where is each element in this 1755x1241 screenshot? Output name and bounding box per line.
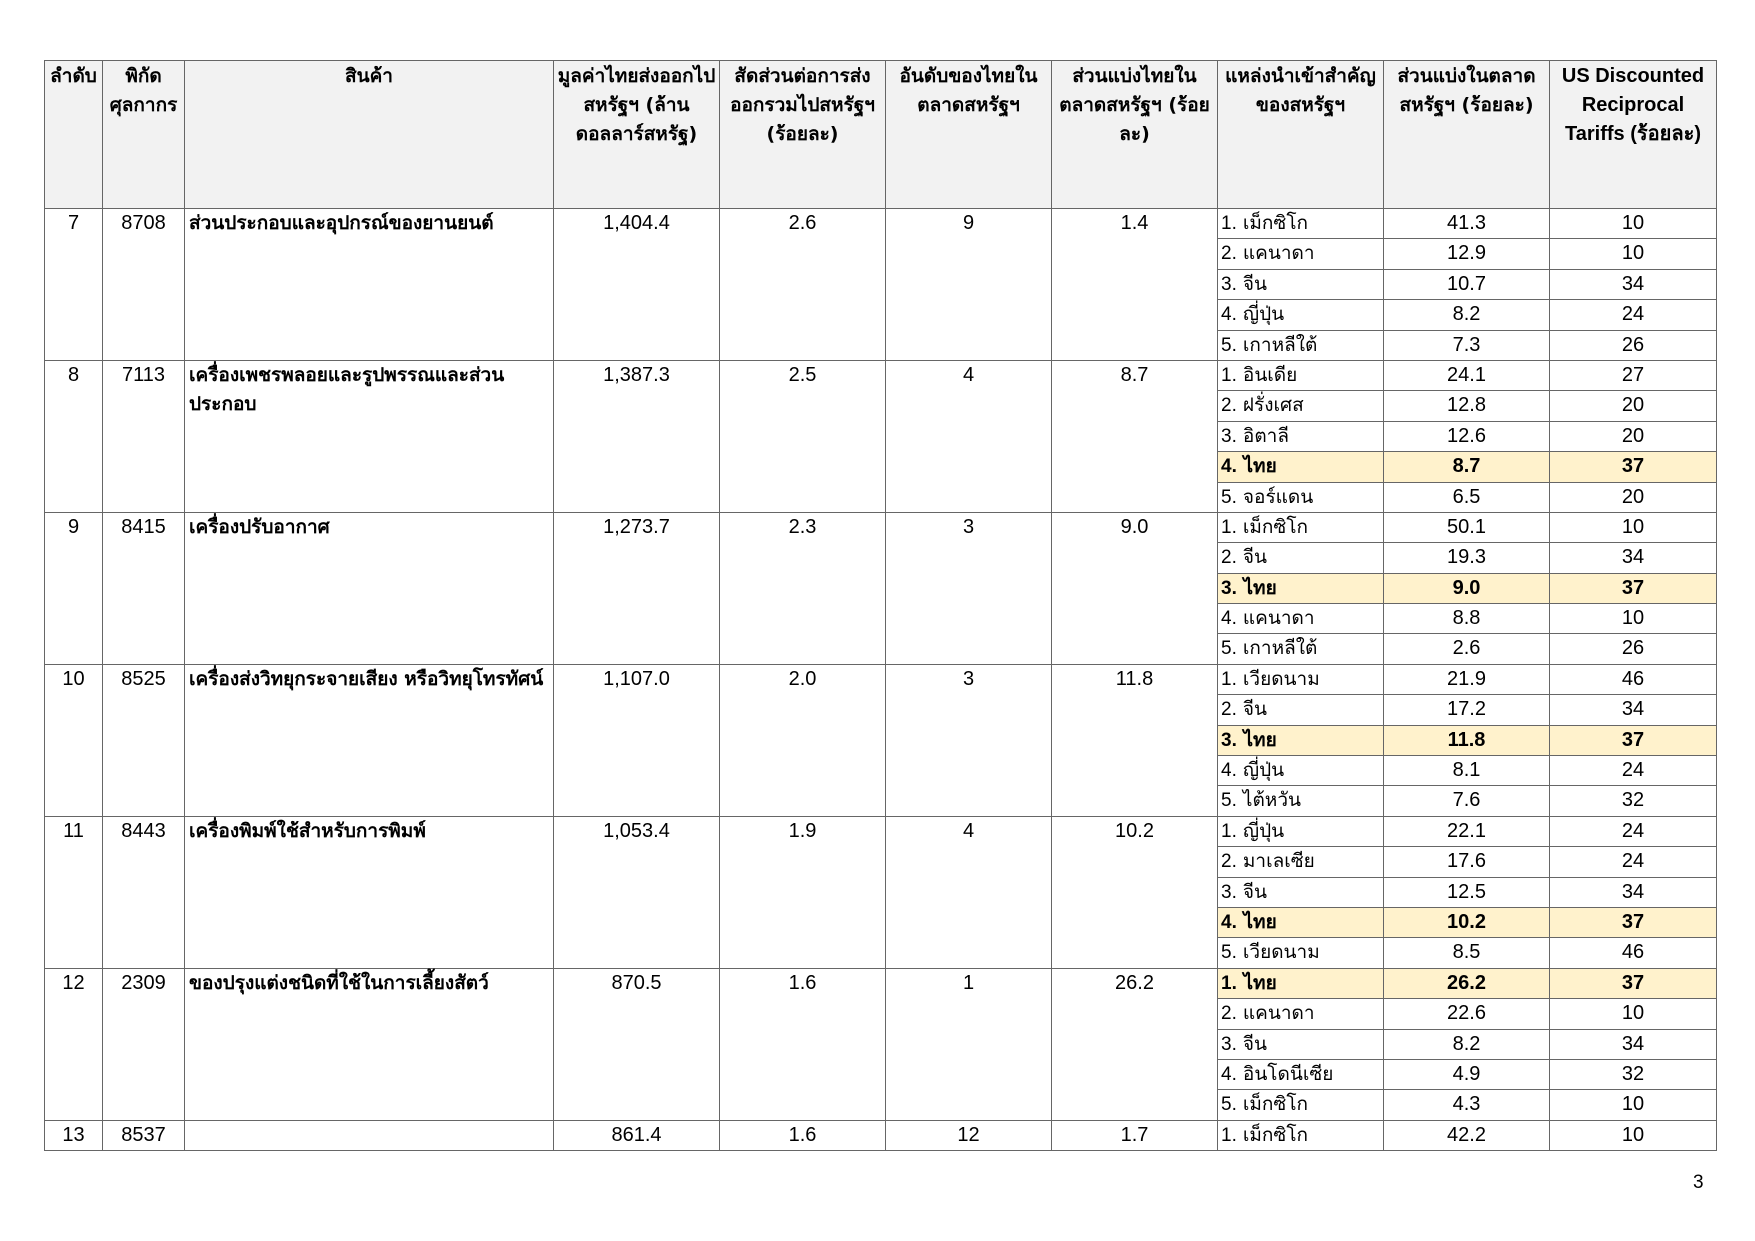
table-row: [45, 1120, 1717, 1150]
import-source: [1218, 725, 1384, 755]
share-total: 1.6: [720, 1120, 886, 1150]
import-source: [1218, 968, 1384, 998]
thai-share: 1.4: [1052, 209, 1218, 361]
source-index: 2.: [1221, 699, 1237, 721]
export-value: 870.5: [554, 968, 720, 1120]
source-country: เวียดนาม: [1242, 667, 1320, 690]
thai-share: 8.7: [1052, 360, 1218, 512]
header-share-total: สัดส่วนต่อการส่งออกรวมไปสหรัฐฯ (ร้อยละ): [720, 61, 886, 209]
source-tariff: 10: [1550, 512, 1717, 542]
import-source: [1218, 938, 1384, 968]
source-share: 2.6: [1384, 634, 1550, 664]
source-share: 11.8: [1384, 725, 1550, 755]
source-share: 24.1: [1384, 360, 1550, 390]
source-index: 4.: [1221, 608, 1237, 630]
source-country: แคนาดา: [1242, 1002, 1315, 1025]
source-tariff: 37: [1550, 573, 1717, 603]
hs-code: 8525: [103, 664, 185, 816]
share-total: 2.5: [720, 360, 886, 512]
thai-rank: 4: [886, 360, 1052, 512]
source-index: 1.: [1221, 668, 1237, 690]
source-country: จีน: [1242, 546, 1268, 569]
source-tariff: 10: [1550, 209, 1717, 239]
source-country: เกาหลีใต้: [1242, 333, 1318, 356]
page-number: 3: [1693, 1172, 1704, 1193]
source-index: 1.: [1221, 1124, 1237, 1146]
source-tariff: 37: [1550, 968, 1717, 998]
import-source: [1218, 1120, 1384, 1150]
source-index: 1.: [1221, 516, 1237, 538]
hs-code: 2309: [103, 968, 185, 1120]
product-name: [185, 1120, 554, 1150]
thai-rank: 1: [886, 968, 1052, 1120]
import-source: [1218, 209, 1384, 239]
thai-share: 10.2: [1052, 816, 1218, 968]
header-thai-share: ส่วนแบ่งไทยในตลาดสหรัฐฯ (ร้อยละ): [1052, 61, 1218, 209]
row-number: 10: [45, 664, 103, 816]
import-source: [1218, 1090, 1384, 1120]
source-tariff: 37: [1550, 907, 1717, 937]
product-name: เครื่องพิมพ์ใช้สำหรับการพิมพ์: [185, 816, 554, 968]
source-share: 22.6: [1384, 999, 1550, 1029]
import-source: [1218, 300, 1384, 330]
source-country: ไต้หวัน: [1242, 789, 1301, 812]
import-source: [1218, 269, 1384, 299]
source-country: จีน: [1242, 1032, 1268, 1055]
source-country: จีน: [1242, 272, 1268, 295]
source-share: 42.2: [1384, 1120, 1550, 1150]
source-tariff: 37: [1550, 725, 1717, 755]
import-source: [1218, 604, 1384, 634]
import-source: [1218, 695, 1384, 725]
source-share: 8.2: [1384, 1029, 1550, 1059]
source-tariff: 20: [1550, 391, 1717, 421]
source-share: 9.0: [1384, 573, 1550, 603]
hs-code: 8443: [103, 816, 185, 968]
source-tariff: 34: [1550, 877, 1717, 907]
source-share: 8.2: [1384, 300, 1550, 330]
table-row: [45, 512, 1717, 542]
source-tariff: 32: [1550, 1059, 1717, 1089]
export-value: 1,404.4: [554, 209, 720, 361]
source-index: 1.: [1221, 820, 1237, 842]
source-country: อิตาลี: [1242, 424, 1289, 447]
source-index: 3.: [1221, 729, 1237, 751]
thai-rank: 3: [886, 664, 1052, 816]
source-index: 2.: [1221, 851, 1237, 873]
import-source: [1218, 330, 1384, 360]
share-total: 2.0: [720, 664, 886, 816]
source-index: 3.: [1221, 425, 1237, 447]
source-share: 4.9: [1384, 1059, 1550, 1089]
source-index: 5.: [1221, 790, 1237, 812]
source-share: 7.6: [1384, 786, 1550, 816]
source-share: 7.3: [1384, 330, 1550, 360]
source-tariff: 26: [1550, 634, 1717, 664]
source-tariff: 34: [1550, 543, 1717, 573]
row-number: 9: [45, 512, 103, 664]
source-country: ญี่ปุ่น: [1242, 303, 1285, 326]
import-source: [1218, 1029, 1384, 1059]
source-tariff: 24: [1550, 816, 1717, 846]
source-index: 3.: [1221, 1033, 1237, 1055]
thai-share: 1.7: [1052, 1120, 1218, 1150]
source-tariff: 24: [1550, 300, 1717, 330]
table-row: [45, 968, 1717, 998]
thai-rank: 12: [886, 1120, 1052, 1150]
source-index: 4.: [1221, 911, 1237, 933]
source-index: 4.: [1221, 1063, 1237, 1085]
table-row: [45, 816, 1717, 846]
source-country: เกาหลีใต้: [1242, 637, 1318, 660]
source-tariff: 24: [1550, 756, 1717, 786]
row-number: 12: [45, 968, 103, 1120]
source-country: เม็กซิโก: [1242, 1123, 1309, 1146]
import-source: [1218, 543, 1384, 573]
source-country: จอร์แดน: [1242, 485, 1314, 508]
source-index: 2.: [1221, 547, 1237, 569]
source-tariff: 26: [1550, 330, 1717, 360]
import-source: [1218, 421, 1384, 451]
source-index: 2.: [1221, 395, 1237, 417]
source-country: ไทย: [1243, 455, 1277, 478]
product-name: เครื่องเพชรพลอยและรูปพรรณและส่วนประกอบ: [185, 360, 554, 512]
source-index: 5.: [1221, 638, 1237, 660]
import-source: [1218, 452, 1384, 482]
source-country: เวียดนาม: [1242, 941, 1320, 964]
source-index: 4.: [1221, 456, 1237, 478]
source-index: 1.: [1221, 972, 1237, 994]
source-share: 22.1: [1384, 816, 1550, 846]
source-tariff: 20: [1550, 421, 1717, 451]
import-source: [1218, 847, 1384, 877]
import-source: [1218, 634, 1384, 664]
share-total: 2.6: [720, 209, 886, 361]
source-index: 3.: [1221, 577, 1237, 599]
source-tariff: 46: [1550, 664, 1717, 694]
table-row: [45, 664, 1717, 694]
source-index: 1.: [1221, 364, 1237, 386]
row-number: 8: [45, 360, 103, 512]
header-product: สินค้า: [185, 61, 554, 209]
thai-rank: 4: [886, 816, 1052, 968]
source-share: 12.8: [1384, 391, 1550, 421]
source-country: อินเดีย: [1242, 363, 1298, 386]
product-name: ของปรุงแต่งชนิดที่ใช้ในการเลี้ยงสัตว์: [185, 968, 554, 1120]
header-no: ลำดับ: [45, 61, 103, 209]
import-source: [1218, 907, 1384, 937]
export-table: [44, 60, 1717, 1151]
import-source: [1218, 756, 1384, 786]
header-hs-code: พิกัดศุลกากร: [103, 61, 185, 209]
source-share: 50.1: [1384, 512, 1550, 542]
table-row: [45, 209, 1717, 239]
share-total: 2.3: [720, 512, 886, 664]
header-import-sources: แหล่งนำเข้าสำคัญของสหรัฐฯ: [1218, 61, 1384, 209]
share-total: 1.6: [720, 968, 886, 1120]
source-country: แคนาดา: [1242, 607, 1315, 630]
source-index: 3.: [1221, 273, 1237, 295]
import-source: [1218, 512, 1384, 542]
import-source: [1218, 360, 1384, 390]
thai-share: 26.2: [1052, 968, 1218, 1120]
source-share: 17.2: [1384, 695, 1550, 725]
source-country: เม็กซิโก: [1242, 212, 1309, 234]
source-share: 17.6: [1384, 847, 1550, 877]
source-share: 26.2: [1384, 968, 1550, 998]
source-country: ญี่ปุ่น: [1242, 759, 1285, 782]
header-export-value: มูลค่าไทยส่งออกไปสหรัฐฯ (ล้านดอลลาร์สหรัฐ): [554, 61, 720, 209]
source-tariff: 34: [1550, 269, 1717, 299]
source-tariff: 27: [1550, 360, 1717, 390]
source-share: 12.9: [1384, 239, 1550, 269]
source-share: 8.7: [1384, 452, 1550, 482]
source-share: 8.1: [1384, 756, 1550, 786]
source-index: 5.: [1221, 334, 1237, 356]
source-tariff: 37: [1550, 452, 1717, 482]
source-country: เม็กซิโก: [1242, 515, 1309, 538]
source-index: 2.: [1221, 1003, 1237, 1025]
source-tariff: 10: [1550, 1090, 1717, 1120]
export-value: 1,053.4: [554, 816, 720, 968]
export-value: 1,273.7: [554, 512, 720, 664]
import-source: [1218, 999, 1384, 1029]
thai-rank: 9: [886, 209, 1052, 361]
export-value: 861.4: [554, 1120, 720, 1150]
import-source: [1218, 877, 1384, 907]
thai-share: 11.8: [1052, 664, 1218, 816]
hs-code: 7113: [103, 360, 185, 512]
source-country: ไทย: [1243, 576, 1277, 599]
source-tariff: 46: [1550, 938, 1717, 968]
source-country: อินโดนีเซีย: [1242, 1062, 1334, 1085]
import-source: [1218, 573, 1384, 603]
source-country: ไทย: [1243, 910, 1277, 933]
export-value: 1,107.0: [554, 664, 720, 816]
hs-code: 8415: [103, 512, 185, 664]
source-index: 2.: [1221, 243, 1237, 265]
product-name: เครื่องปรับอากาศ: [185, 512, 554, 664]
source-tariff: 10: [1550, 239, 1717, 269]
source-country: มาเลเซีย: [1242, 850, 1315, 873]
header-row: [45, 61, 1717, 209]
hs-code: 8537: [103, 1120, 185, 1150]
import-source: [1218, 816, 1384, 846]
source-country: ฝรั่งเศส: [1242, 394, 1304, 417]
source-index: 5.: [1221, 1094, 1237, 1116]
source-share: 41.3: [1384, 209, 1550, 239]
source-country: ไทย: [1243, 971, 1277, 994]
source-tariff: 10: [1550, 604, 1717, 634]
source-share: 19.3: [1384, 543, 1550, 573]
source-share: 8.8: [1384, 604, 1550, 634]
import-source: [1218, 391, 1384, 421]
thai-share: 9.0: [1052, 512, 1218, 664]
import-source: [1218, 482, 1384, 512]
thai-rank: 3: [886, 512, 1052, 664]
source-tariff: 20: [1550, 482, 1717, 512]
source-country: จีน: [1242, 698, 1268, 721]
source-country: ไทย: [1243, 728, 1277, 751]
source-country: ญี่ปุ่น: [1242, 819, 1285, 842]
source-index: 3.: [1221, 881, 1237, 903]
hs-code: 8708: [103, 209, 185, 361]
header-tariff: US Discounted Reciprocal Tariffs (ร้อยละ): [1550, 61, 1717, 209]
export-value: 1,387.3: [554, 360, 720, 512]
row-number: 11: [45, 816, 103, 968]
row-number: 13: [45, 1120, 103, 1150]
header-thai-rank: อันดับของไทยในตลาดสหรัฐฯ: [886, 61, 1052, 209]
source-index: 5.: [1221, 942, 1237, 964]
source-share: 12.6: [1384, 421, 1550, 451]
import-source: [1218, 1059, 1384, 1089]
source-index: 5.: [1221, 486, 1237, 508]
source-tariff: 24: [1550, 847, 1717, 877]
row-number: 7: [45, 209, 103, 361]
source-share: 10.2: [1384, 907, 1550, 937]
table-row: [45, 360, 1717, 390]
source-index: 1.: [1221, 213, 1237, 234]
source-country: จีน: [1242, 880, 1268, 903]
source-share: 21.9: [1384, 664, 1550, 694]
source-share: 10.7: [1384, 269, 1550, 299]
source-tariff: 32: [1550, 786, 1717, 816]
product-name: ส่วนประกอบและอุปกรณ์ของยานยนต์: [185, 209, 554, 361]
import-source: [1218, 786, 1384, 816]
source-tariff: 34: [1550, 1029, 1717, 1059]
source-country: แคนาดา: [1242, 242, 1315, 265]
source-index: 4.: [1221, 760, 1237, 782]
source-tariff: 34: [1550, 695, 1717, 725]
source-share: 8.5: [1384, 938, 1550, 968]
source-share: 4.3: [1384, 1090, 1550, 1120]
source-country: เม็กซิโก: [1242, 1093, 1309, 1116]
source-share: 12.5: [1384, 877, 1550, 907]
product-name: เครื่องส่งวิทยุกระจายเสียง หรือวิทยุโทรทัศน์: [185, 664, 554, 816]
import-source: [1218, 239, 1384, 269]
source-tariff: 10: [1550, 999, 1717, 1029]
share-total: 1.9: [720, 816, 886, 968]
source-index: 4.: [1221, 304, 1237, 326]
source-share: 6.5: [1384, 482, 1550, 512]
import-source: [1218, 664, 1384, 694]
header-source-share: ส่วนแบ่งในตลาดสหรัฐฯ (ร้อยละ): [1384, 61, 1550, 209]
source-tariff: 10: [1550, 1120, 1717, 1150]
